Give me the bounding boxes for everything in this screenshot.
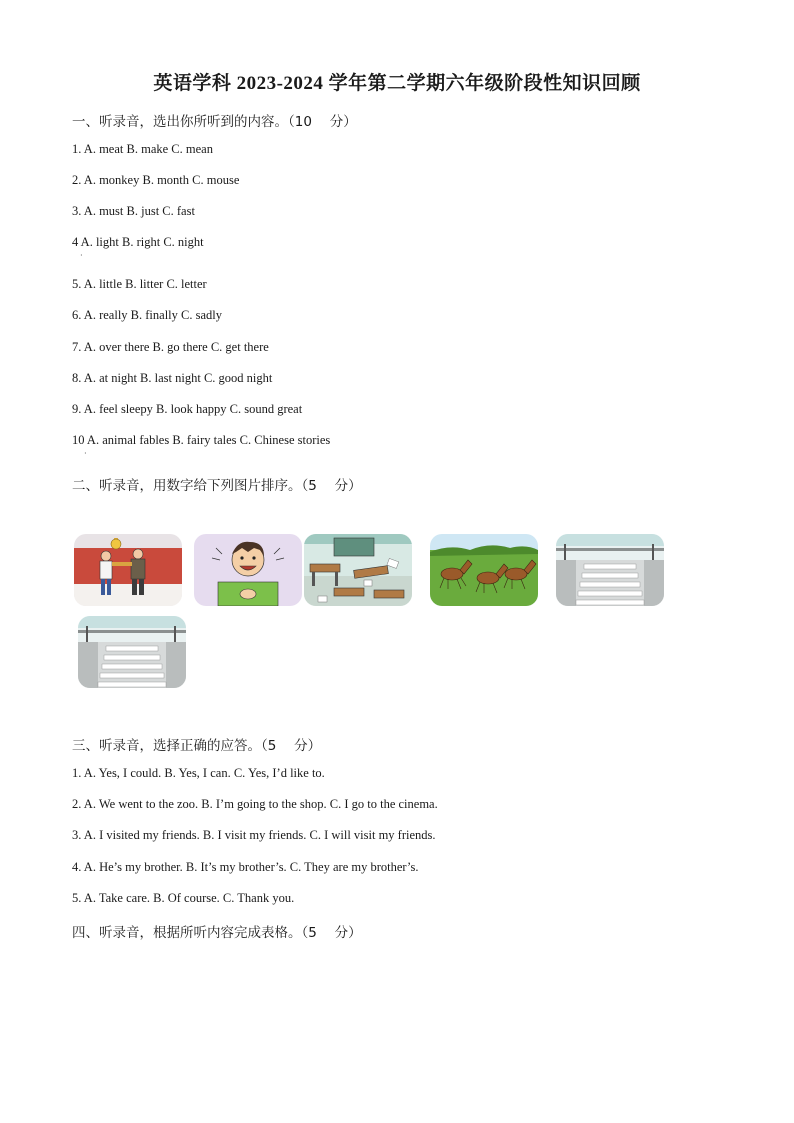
section-1-heading: 一、听录音，选出你所听到的内容。（10 分） xyxy=(72,114,357,130)
list-item: 1. A. Yes, I could. B. Yes, I can. C. Yes, I’d like to. xyxy=(72,766,325,780)
scan-dot: · xyxy=(84,449,87,458)
scan-dot: · xyxy=(80,251,83,260)
list-item: 3. A. I visited my friends. B. I visit my friends. C. I will visit my friends. xyxy=(72,828,436,842)
list-item: 2. A. We went to the zoo. B. I’m going to the shop. C. I go to the cinema. xyxy=(72,797,438,811)
list-item: 1. A. meat B. make C. mean xyxy=(72,142,213,156)
page-title: 英语学科 2023-2024 学年第二学期六年级阶段性知识回顾 xyxy=(153,73,641,94)
list-item: 4 A. light B. right C. night xyxy=(72,235,204,249)
list-item: 8. A. at night B. last night C. good night xyxy=(72,371,273,385)
zebra-crossing-picture-2 xyxy=(78,616,186,688)
list-item: 4. A. He’s my brother. B. It’s my brother’s. C. They are my brother’s. xyxy=(72,860,419,874)
zebra-crossing-picture xyxy=(556,534,664,606)
list-item: 3. A. must B. just C. fast xyxy=(72,204,195,218)
section-3-heading: 三、听录音，选择正确的应答。（5 分） xyxy=(72,738,322,754)
list-item: 5. A. Take care. B. Of course. C. Thank you. xyxy=(72,891,295,905)
running-horses-picture xyxy=(430,534,538,606)
list-item: 7. A. over there B. go there C. get there xyxy=(72,340,269,354)
list-item: 9. A. feel sleepy B. look happy C. sound great xyxy=(72,402,303,416)
section-4-heading: 四、听录音，根据所听内容完成表格。（5 分） xyxy=(72,925,362,941)
award-ceremony-picture xyxy=(74,534,182,606)
list-item: 5. A. little B. litter C. letter xyxy=(72,277,207,291)
list-item: 10 A. animal fables B. fairy tales C. Chinese stories xyxy=(72,433,331,447)
list-item: 6. A. really B. finally C. sadly xyxy=(72,308,222,322)
happy-boy-picture xyxy=(194,534,302,606)
section-2-heading: 二、听录音，用数字给下列图片排序。（5 分） xyxy=(72,478,362,494)
messy-classroom-picture xyxy=(304,534,412,606)
list-item: 2. A. monkey B. month C. mouse xyxy=(72,173,240,187)
